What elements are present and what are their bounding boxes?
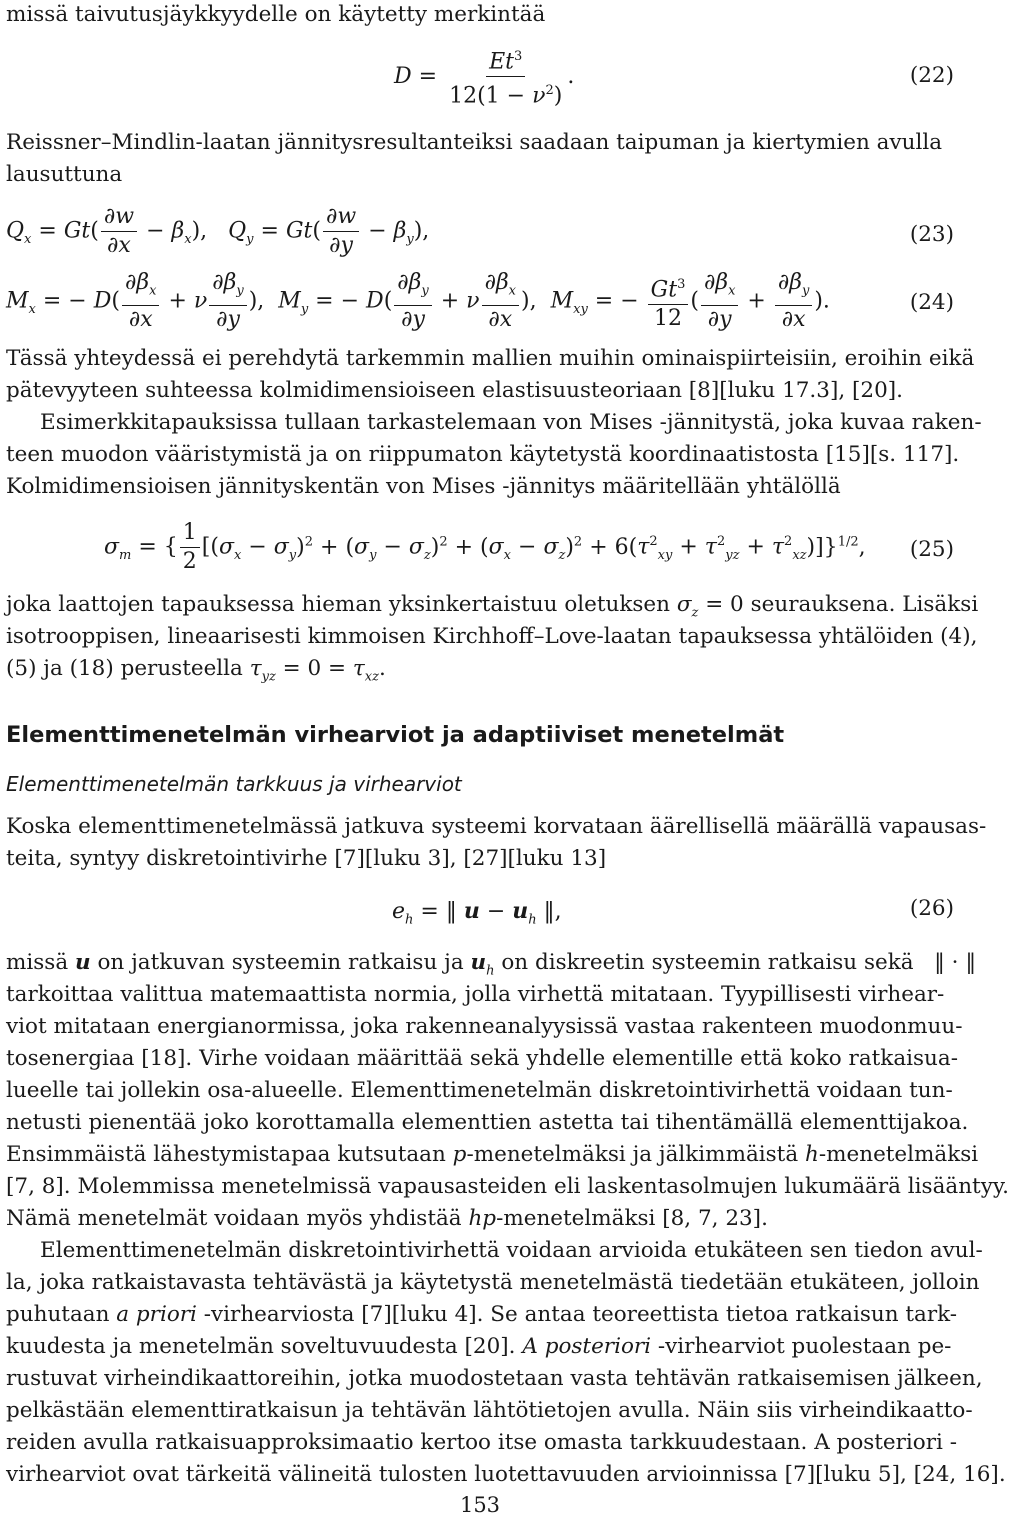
text-line: virhearviot ovat tärkeitä välineitä tulosten luotettavuuden arvioinnissa [7][luku 5], [24, 16].	[6, 1462, 1006, 1487]
text-line: Esimerkkitapauksissa tullaan tarkastelemaan von Mises -jännitystä, joka kuvaa raken-	[40, 410, 982, 435]
text-line: joka laattojen tapauksessa hieman yksinkertaistuu oletuksen $\sigma_z = 0$ seurauksena. Lisäksi	[6, 592, 979, 621]
text-line: [7, 8]. Molemmissa menetelmissä vapausasteiden eli laskentasolmujen lukumäärä lisääntyy.	[6, 1174, 1009, 1199]
text-line: Ensimmäistä lähestymistapaa kutsutaan p-menetelmäksi ja jälkimmäistä h-menetelmäksi	[6, 1142, 979, 1167]
text-line: lausuttuna	[6, 162, 123, 187]
text-line: lueelle tai jollekin osa-alueelle. Elementtimenetelmän diskretointivirhettä voidaan tun-	[6, 1078, 953, 1103]
page-number: 153	[459, 1493, 501, 1517]
text-line: missä taivutusjäykkyydelle on käytetty merkintää	[6, 2, 546, 27]
equation-26: $e_h$ = ‖ $u - u_h$ ‖, (26)	[392, 896, 954, 928]
text-line: missä u on jatkuvan systeemin ratkaisu ja $u_h$ on diskreetin systeemin ratkaisu sekä ‖ · ‖	[6, 950, 977, 979]
text-line: teita, syntyy diskretointivirhe [7][luku 3], [27][luku 13]	[6, 846, 607, 871]
equation-number: (23)	[909, 222, 954, 247]
text-line: reiden avulla ratkaisuapproksimaatio kertoo itse omasta tarkkuudestaan. A posteriori -	[6, 1430, 958, 1455]
equation-22: D = $\frac{Et^3}{12(1 - \nu^2)}$ . (22)	[6, 44, 954, 104]
text-line: Kolmidimensioisen jännityskentän von Mises -jännitys määritellään yhtälöllä	[6, 474, 841, 499]
text-line: tosenergiaa [18]. Virhe voidaan määrittää sekä yhdelle elementille että koko ratkaisua-	[6, 1046, 958, 1071]
equation-23: $Q_x = Gt$( $\frac{\partial w}{\partial x}$ − $\beta_x$), $Q_y = Gt$( $\frac{\partial w}{\partial y}$ − $\beta_y$), (23)	[6, 204, 954, 258]
text-line: kuudesta ja menetelmän soveltuvuudesta [20]. A posteriori -virhearviot puolestaan pe-	[6, 1334, 952, 1359]
section-heading: Elementtimenetelmän virhearviot ja adaptiiviset menetelmät	[6, 722, 785, 748]
equation-number: (24)	[909, 290, 954, 315]
text-line: Elementtimenetelmän diskretointivirhettä voidaan arvioida etukäteen sen tiedon avul-	[40, 1238, 983, 1263]
text-line: (5) ja (18) perusteella $\tau_{yz} = 0 = \tau_{xz}$.	[6, 656, 386, 685]
text-line: tarkoittaa valittua matemaattista normia, jolla virhettä mitataan. Tyypillisesti virhear-	[6, 982, 945, 1007]
text-line: teen muodon vääristymistä ja on riippumaton käytetystä koordinaatistosta [15][s. 117].	[6, 442, 960, 467]
equation-number: (22)	[909, 63, 954, 88]
equation-number: (25)	[909, 537, 954, 562]
text-line: Nämä menetelmät voidaan myös yhdistää hp-menetelmäksi [8, 7, 23].	[6, 1206, 768, 1231]
text-line: netusti pienentää joko korottamalla elementtien astetta tai tihentämällä elementtijakoa.	[6, 1110, 969, 1135]
text-line: la, joka ratkaistavasta tehtävästä ja käytetystä menetelmästä tiedetään etukäteen, jolloin	[6, 1270, 980, 1295]
equation-25: $\sigma_m$ = { $\frac{1}{2}$ $[(\sigma_x - \sigma_y)^2 + (\sigma_y - \sigma_z)^2 + (\sigma_x - \sigma_z)^2 + 6(\tau^2_{xy} + \tau^2_{yz} + \tau^2_{xz})]\}^{1/2}$, (25)	[104, 520, 954, 574]
equation-number: (26)	[909, 896, 954, 921]
text-line: Tässä yhteydessä ei perehdytä tarkemmin mallien muihin ominaispiirteisiin, eroihin eikä	[6, 346, 975, 371]
equation-24: $M_x$ = − D( $\frac{\partial\beta_x}{\partial x}$ + ν $\frac{\partial\beta_y}{\partial y}$ ), $M_y$ = − D( $\frac{\partial\beta_y}{\partial y}$ + ν $\frac{\partial\beta_x}{\partial x}$ ), $M_{xy}$ = − $\frac{Gt^3}{12}$ ( $\frac{\partial\beta_x}{\partial y}$ + $\frac{\partial\beta_y}{\partial x}$ ). (24)	[6, 270, 954, 333]
text-line: viot mitataan energianormissa, joka rakenneanalyysissä vastaa rakenteen muodonmuu-	[6, 1014, 963, 1039]
subsection-heading: Elementtimenetelmän tarkkuus ja virhearviot	[6, 772, 462, 796]
text-line: Koska elementtimenetelmässä jatkuva systeemi korvataan äärellisellä määrällä vapausas-	[6, 814, 987, 839]
text-line: rustuvat virheindikaattoreihin, jotka muodostetaan vasta tehtävän ratkaisemisen jälkeen,	[6, 1366, 983, 1391]
text-line: puhutaan a priori -virhearviosta [7][luku 4]. Se antaa teoreettista tietoa ratkaisun tark-	[6, 1302, 958, 1327]
text-line: pätevyyteen suhteessa kolmidimensioiseen elastisuusteoriaan [8][luku 17.3], [20].	[6, 378, 903, 403]
text-line: Reissner–Mindlin-laatan jännitysresultanteiksi saadaan taipuman ja kiertymien avulla	[6, 130, 943, 155]
text-line: isotrooppisen, lineaarisesti kimmoisen Kirchhoff–Love-laatan tapauksessa yhtälöiden (4),	[6, 624, 978, 649]
text-line: pelkästään elementtiratkaisun ja tehtävän lähtötietojen avulla. Näin siis virheindikaatto-	[6, 1398, 973, 1423]
